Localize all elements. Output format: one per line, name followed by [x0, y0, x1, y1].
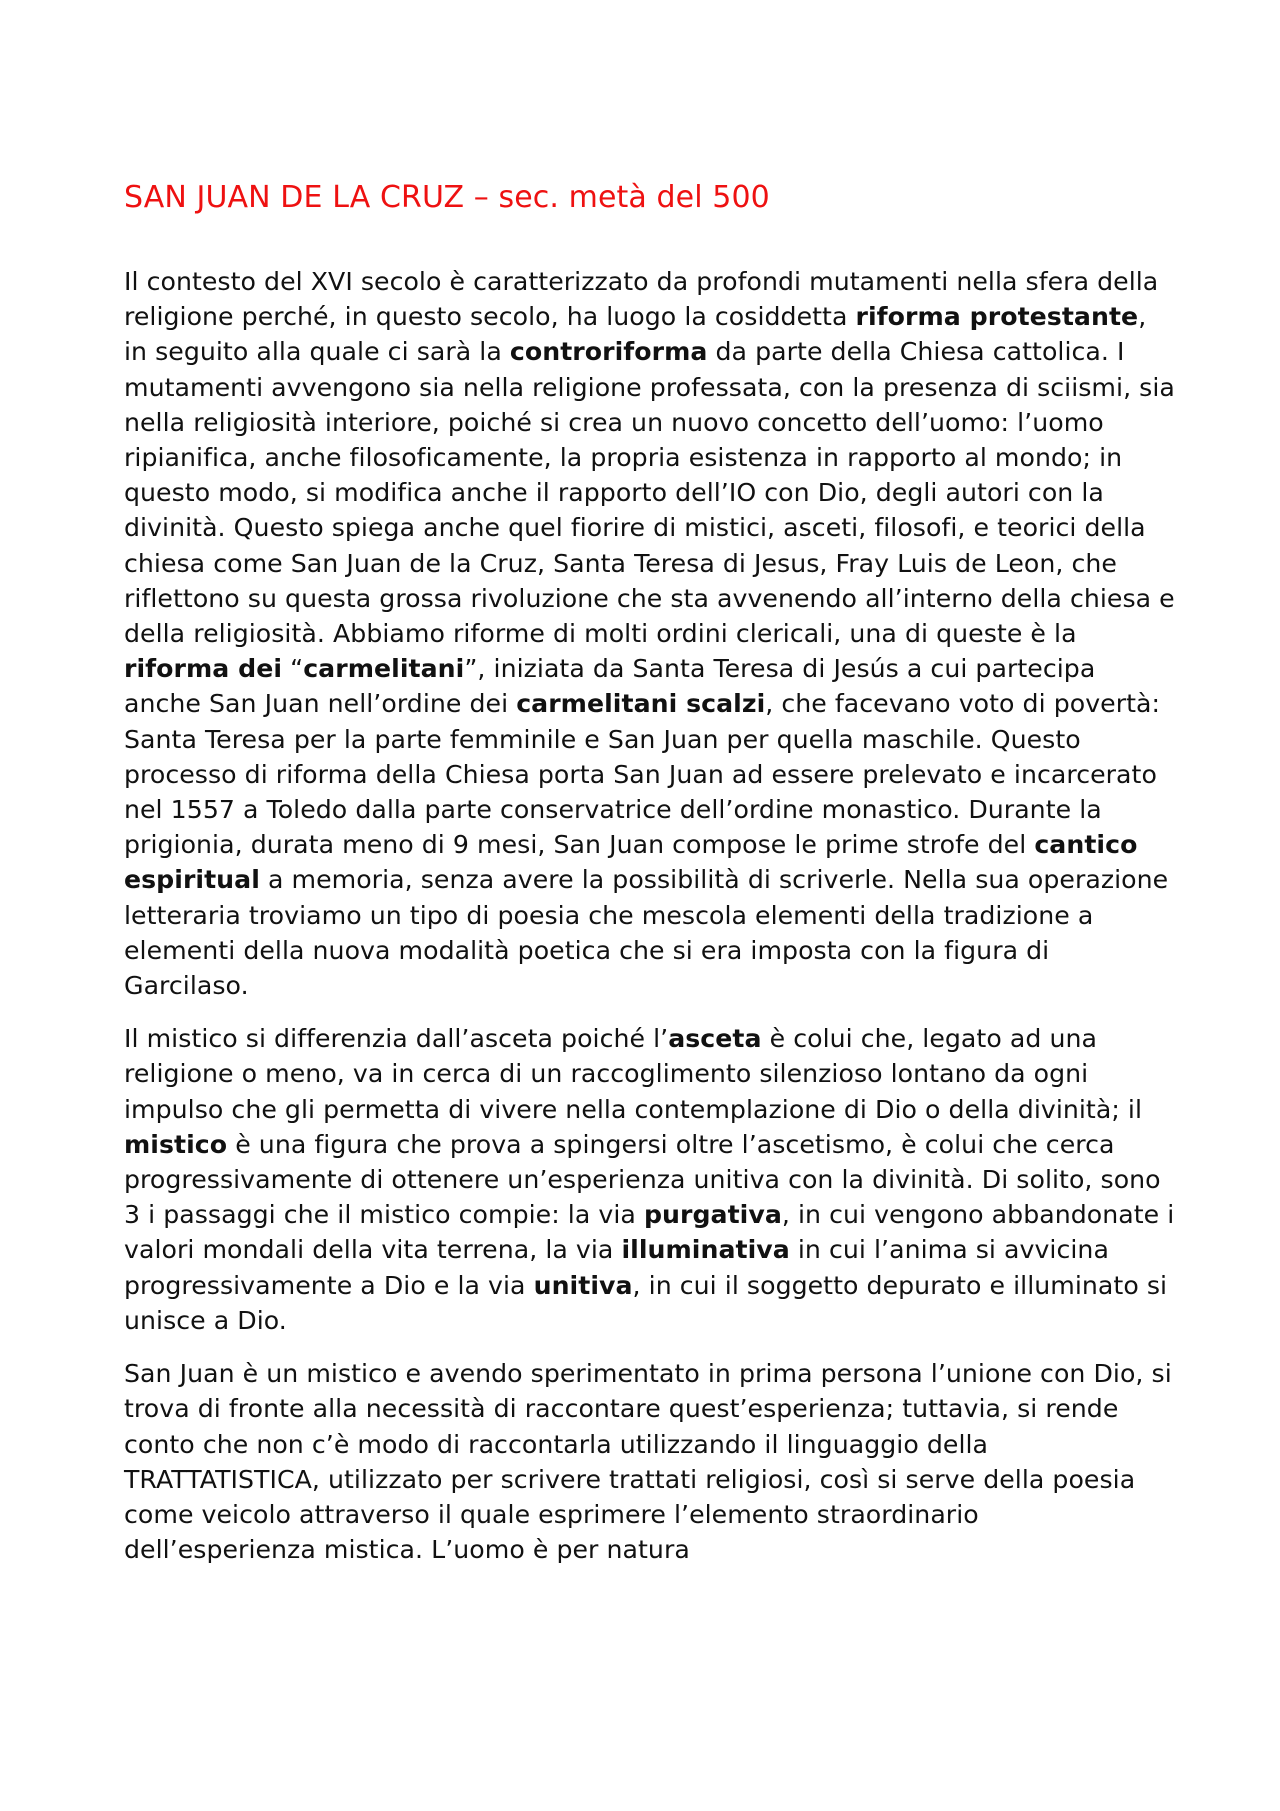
bold-term: asceta — [668, 1024, 762, 1054]
text-run: è colui che, legato ad una religione o meno, va in cerca di un raccoglimento silenzioso lontano da ogni impulso che gli permetta di vivere nella contemplazione di Dio o della divinità; il — [124, 1024, 1143, 1124]
text-run: in cui l’anima si avvicina progressivamente a Dio e la via — [124, 1235, 1109, 1300]
text-run: Il mistico si differenzia dall’asceta poiché l’ — [124, 1024, 669, 1054]
bold-term: unitiva — [533, 1270, 633, 1300]
bold-term: illuminativa — [621, 1235, 790, 1265]
document-page — [124, 178, 1176, 1585]
bold-term: carmelitani scalzi — [516, 689, 766, 719]
body-paragraph — [124, 264, 1176, 1003]
text-run: ”, iniziata da Santa Teresa di Jesús a cui partecipa anche San Juan nell’ordine dei — [124, 654, 1096, 719]
text-run: , che facevano voto di povertà: Santa Teresa per la parte femminile e San Juan per quella maschile. Questo processo di riforma della Chiesa porta San Juan ad essere prelevato e incarcerato nel 1557 a Toledo dalla parte conservatrice dell’ordine monastico. Durante la prigionia, durata meno di 9 mesi, San Juan compose le prime strofe del — [124, 689, 1161, 860]
body-paragraph — [124, 1021, 1176, 1338]
text-run: è una figura che prova a spingersi oltre l’ascetismo, è colui che cerca progressivamente di ottenere un’esperienza unitiva con la divinità. Di solito, sono 3 i passaggi che il mistico compie: la via — [124, 1129, 1161, 1230]
bold-term: carmelitani — [303, 654, 465, 684]
text-run: , in cui vengono abbandonate i valori mondali della vita terrena, la via — [124, 1200, 1175, 1265]
bold-term: cantico espiritual — [124, 830, 1138, 895]
text-run: “ — [282, 654, 304, 684]
text-run: San Juan è un mistico e avendo sperimentato in prima persona l’unione con Dio, si trova di fronte alla necessità di raccontare quest’esperienza; tuttavia, si rende conto che non c’è modo di raccontarla utilizzando il linguaggio della TRATTATISTICA, utilizzato per scrivere trattati religiosi, così si serve della poesia come veicolo attraverso il quale esprimere l’elemento straordinario dell’esperienza mistica. L’uomo è per natura — [124, 1359, 1172, 1565]
text-run: Il contesto del XVI secolo è caratterizzato da profondi mutamenti nella sfera della religione perché, in questo secolo, ha luogo la cosiddetta — [124, 267, 1159, 332]
bold-term: mistico — [124, 1129, 228, 1159]
document-body — [124, 264, 1176, 1567]
text-run: da parte della Chiesa cattolica. I mutamenti avvengono sia nella religione professata, con la presenza di sciismi, sia nella religiosità interiore, poiché si crea un nuovo concetto dell’uomo: l’uomo ripianifica, anche filosoficamente, la propria esistenza in rapporto al mondo; in questo modo, si modifica anche il rapporto dell’IO con Dio, degli autori con la divinità. Questo spiega anche quel fiorire di mistici, asceti, filosofi, e teorici della chiesa come San Juan de la Cruz, Santa Teresa di Jesus, Fray Luis de Leon, che riflettono su questa grossa rivoluzione che sta avvenendo all’interno della chiesa e della religiosità. Abbiamo riforme di molti ordini clericali, una di queste è la — [124, 337, 1175, 649]
bold-term: purgativa — [643, 1200, 782, 1230]
bold-term: riforma dei — [124, 654, 283, 684]
text-run: , in cui il soggetto depurato e illuminato si unisce a Dio. — [124, 1270, 1168, 1335]
bold-term: riforma protestante — [855, 302, 1139, 332]
text-run: a memoria, senza avere la possibilità di scriverle. Nella sua operazione letteraria troviamo un tipo di poesia che mescola elementi della tradizione a elementi della nuova modalità poetica che si era imposta con la figura di Garcilaso. — [124, 865, 1169, 1001]
bold-term: controriforma — [509, 337, 708, 367]
document-title: SAN JUAN DE LA CRUZ – sec. metà del 500 — [124, 180, 770, 215]
body-paragraph — [124, 1356, 1176, 1567]
text-run: , in seguito alla quale ci sarà la — [124, 302, 1147, 367]
